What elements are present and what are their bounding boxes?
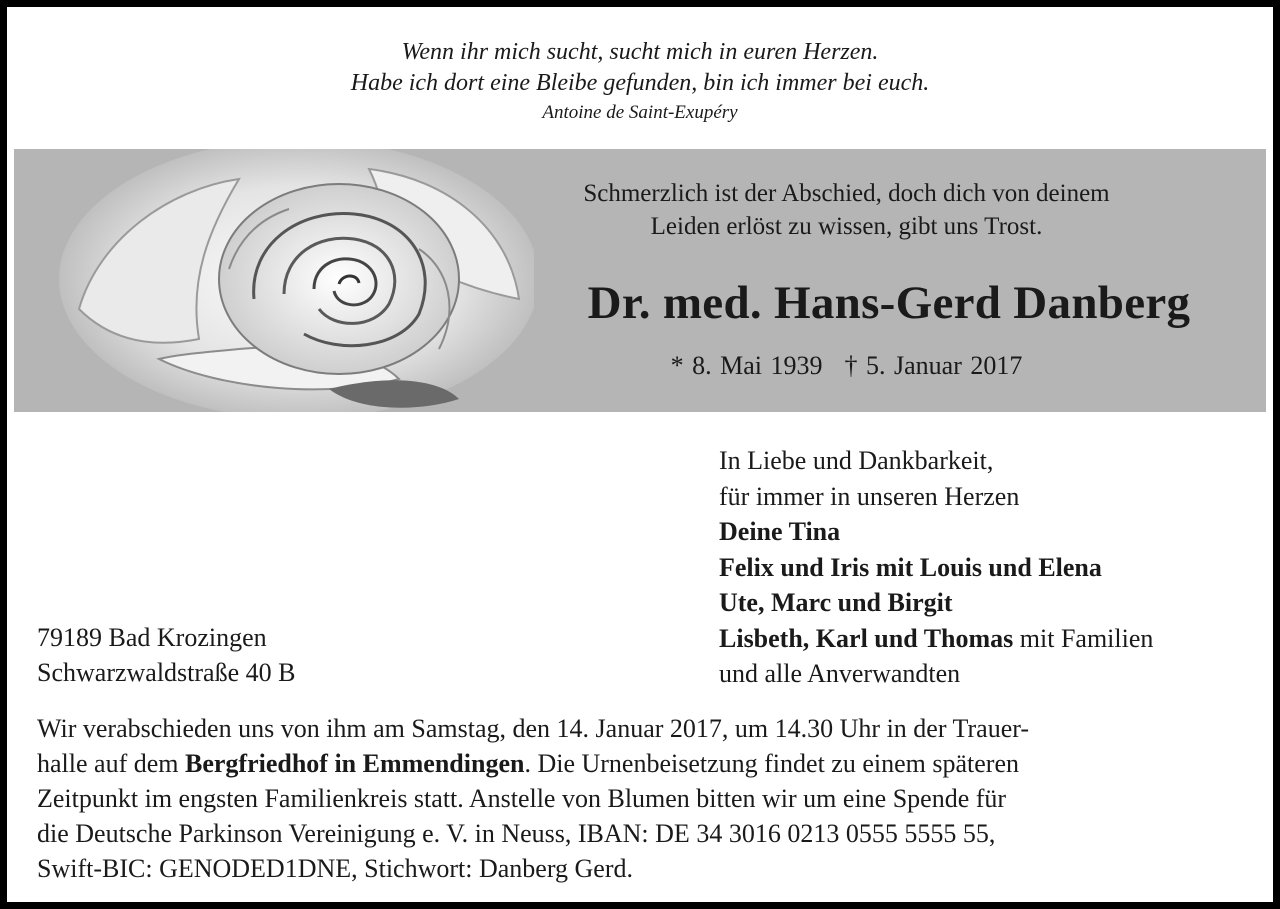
mourner-name: Deine Tina: [719, 517, 841, 546]
mourner-name: Lisbeth, Karl und Thomas: [719, 623, 1014, 653]
verse-line-1: Schmerzlich ist der Abschied, doch dich von deinem: [583, 180, 1110, 207]
consolation-verse: [534, 177, 1159, 243]
mourner-name: Felix und Iris mit Louis und Elena: [719, 552, 1102, 582]
header-band: [14, 149, 1266, 412]
signature-row-3: [719, 585, 1153, 621]
signature-row-2: [719, 550, 1153, 586]
funeral-line-2-post: . Die Urnenbeisetzung findet zu einem späteren: [524, 749, 1019, 778]
mourners-signature: [719, 443, 1153, 692]
quote-author: Antoine de Saint-Exupéry: [542, 102, 738, 123]
families-suffix: mit Familien: [1013, 623, 1154, 653]
signature-row-4: [719, 621, 1153, 657]
quote-line-1: Wenn ihr mich sucht, sucht mich in euren Herzen.: [401, 39, 879, 65]
deceased-name: Dr. med. Hans-Gerd Danberg: [587, 277, 1191, 329]
mourner-name: Ute, Marc und Birgit: [719, 588, 953, 617]
funeral-line-3: Zeitpunkt im engsten Familienkreis statt. Anstelle von Blumen bitten wir um eine Spende für: [37, 784, 1007, 813]
quote-line-2: Habe ich dort eine Bleibe gefunden, bin ich immer bei euch.: [350, 70, 930, 96]
funeral-line-2: [37, 746, 1259, 781]
birth-date: * 8. Mai 1939: [670, 351, 823, 380]
death-date: † 5. Januar 2017: [844, 351, 1023, 380]
signature-closing: und alle Anverwandten: [719, 659, 961, 688]
address-line-2: Schwarzwaldstraße 40 B: [37, 658, 296, 687]
epigraph-quote: [7, 37, 1273, 127]
funeral-line-4: die Deutsche Parkinson Vereinigung e. V. in Neuss, IBAN: DE 34 3016 0213 0555 5555 55,: [37, 819, 996, 848]
rose-flower-image: [39, 149, 534, 412]
life-dates: [534, 349, 1159, 383]
signature-row-1: [719, 514, 1153, 550]
signature-intro-1: In Liebe und Dankbarkeit,: [719, 446, 994, 475]
funeral-line-1: Wir verabschieden uns von ihm am Samstag, den 14. Januar 2017, um 14.30 Uhr in der Trauer-: [37, 714, 1030, 743]
funeral-line-2-pre: halle auf dem: [37, 749, 185, 778]
verse-line-2: Leiden erlöst zu wissen, gibt uns Trost.: [650, 213, 1043, 240]
funeral-notice: [37, 711, 1259, 886]
cemetery-name: Bergfriedhof in Emmendingen: [185, 749, 525, 778]
signature-intro-2: für immer in unseren Herzen: [719, 481, 1020, 511]
funeral-line-5: Swift-BIC: GENODED1DNE, Stichwort: Danberg Gerd.: [37, 854, 633, 883]
family-address: [37, 620, 295, 690]
address-line-1: 79189 Bad Krozingen: [37, 623, 267, 652]
